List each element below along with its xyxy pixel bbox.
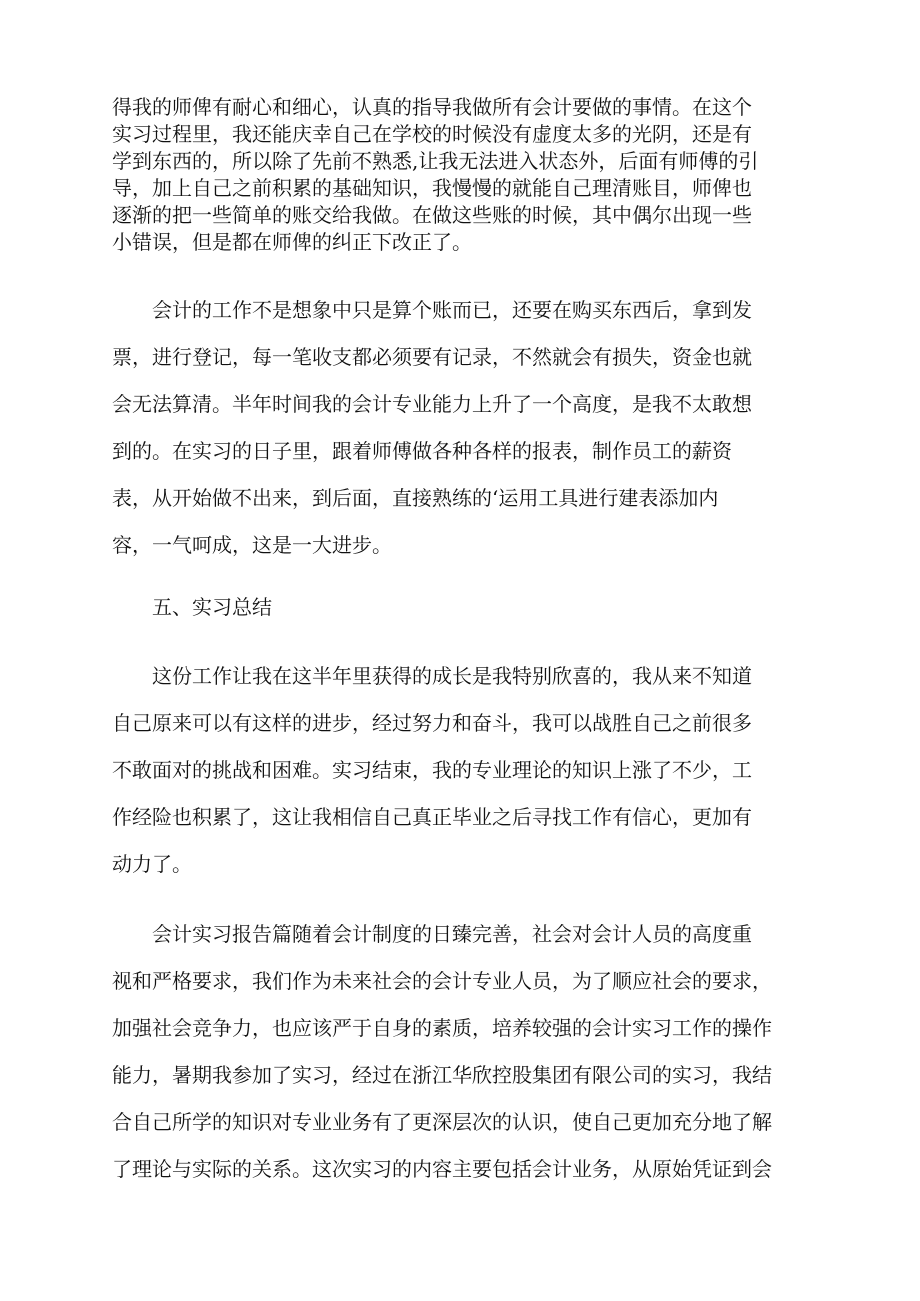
paragraph-accounting-work: 会计的工作不是想象中只是算个账而已，还要在购买东西后，拿到发 票，进行登记，每一笔收支都必须要有记录，不然就会有损失，资金也就 会无法算清。半年时间我的会计专业能力上升了一个高度，是我不太敢想 到的。在实习的日子里，跟着师傅做各种各样的报表，制作员工的薪资 表，从开始做不出来，到后面，直接熟练的‘运用工具进行建表添加内 容，一气呵成，这是一大进步。: [112, 298, 752, 557]
paragraph-internship-report: 会计实习报告篇随着会计制度的日臻完善，社会对会计人员的高度重 视和严格要求，我们作为未来社会的会计专业人员，为了顺应社会的要求， 加强社会竞争力，也应该严于自身的素质，培养较强的会计实习工作的操作 能力，暑期我参加了实习，经过在浙江华欣控股集团有限公司的实习，我结 合自己所学的知识对专业业务有了更深层次的认识，使自己更加充分地了解 了理论与实际的关系。这次实习的内容主要包括会计业务，从原始凭证到会: [112, 922, 772, 1181]
paragraph-mentor-guidance: 得我的师俾有耐心和细心，认真的指导我做所有会计要做的事情。在这个 实习过程里，我还能庆幸自己在学校的时候没有虚度太多的光阴，还是有 学到东西的，所以除了先前不熟悉,让我无法进入状态外，后面有师傅的引 导，加上自己之前积累的基础知识，我慢慢的就能自己理清账目，师俾也 逐渐的把一些简单的账交给我做。在做这些账的时候，其中偶尔出现一些 小错误，但是都在师俾的纠正下改正了。: [112, 95, 759, 254]
paragraph-summary: 这份工作让我在这半年里获得的成长是我特别欣喜的，我从来不知道 自己原来可以有这样的进步，经过努力和奋斗，我可以战胜自己之前很多 不敢面对的挑战和困难。实习结束，我的专业理论的知识上涨了不少，工 作经险也积累了，这让我相信自己真正毕业之后寻找工作有信心，更加有 动力了。: [112, 664, 752, 876]
section-heading-internship-summary: 五、实习总结: [112, 595, 272, 619]
